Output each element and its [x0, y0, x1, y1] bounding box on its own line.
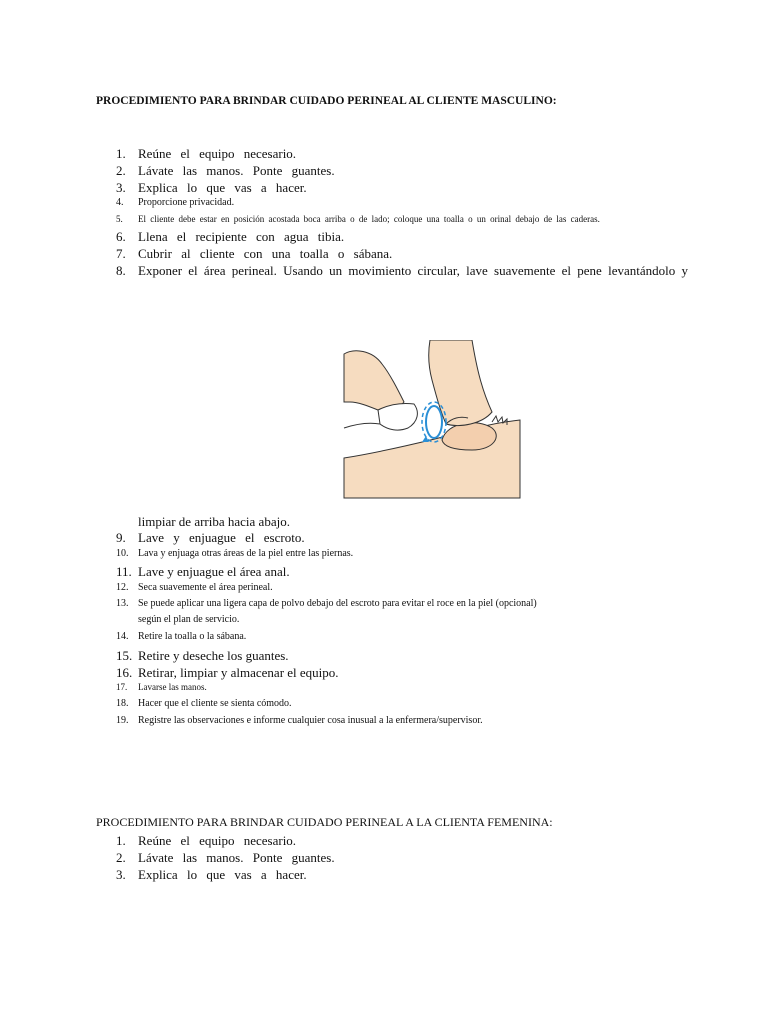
step-item: 1. Reúne el equipo necesario. [116, 146, 297, 161]
section-title-male: PROCEDIMIENTO PARA BRINDAR CUIDADO PERINEAL AL CLIENTE MASCULINO: [96, 95, 557, 107]
step-item: 2. Lávate las manos. Ponte guantes. [116, 163, 335, 178]
perineal-care-illustration [342, 340, 522, 500]
step-item: 3. Explica lo que vas a hacer. [116, 180, 307, 195]
step-item: 14. Retire la toalla o la sábana. [116, 631, 247, 642]
step-item: 4. Proporcione privacidad. [116, 197, 235, 208]
step-continuation: limpiar de arriba hacia abajo. [138, 514, 290, 529]
step-item: 9. Lave y enjuague el escroto. [116, 530, 305, 545]
step-item: 5. El cliente debe estar en posición acostada boca arriba o de lado; coloque una toalla o un orinal debajo de las caderas. [116, 214, 600, 224]
section-title-female: PROCEDIMIENTO PARA BRINDAR CUIDADO PERINEAL A LA CLIENTA FEMENINA: [96, 815, 553, 829]
step-item: 2. Lávate las manos. Ponte guantes. [116, 850, 335, 865]
step-item: 16. Retirar, limpiar y almacenar el equipo. [116, 665, 339, 680]
step-item: 12. Seca suavemente el área perineal. [116, 582, 273, 593]
step-item: 6. Llena el recipiente con agua tibia. [116, 229, 345, 244]
step-item: 13. Se puede aplicar una ligera capa de polvo debajo del escroto para evitar el roce en la piel (opcional) [116, 598, 537, 609]
step-item: 11. Lave y enjuague el área anal. [116, 564, 290, 579]
step-item: 10. Lava y enjuaga otras áreas de la piel entre las piernas. [116, 548, 354, 559]
step-item: 3. Explica lo que vas a hacer. [116, 867, 307, 882]
step-item: 1. Reúne el equipo necesario. [116, 833, 297, 848]
step-item: 18. Hacer que el cliente se sienta cómodo. [116, 698, 292, 709]
step-item: 19. Registre las observaciones e informe cualquier cosa inusual a la enfermera/supervisor. [116, 715, 483, 726]
step-continuation: según el plan de servicio. [138, 614, 240, 625]
step-item: 15. Retire y deseche los guantes. [116, 648, 289, 663]
step-item: 17. Lavarse las manos. [116, 682, 207, 692]
step-item: 7. Cubrir al cliente con una toalla o sábana. [116, 246, 393, 261]
step-item: 8. Exponer el área perineal. Usando un movimiento circular, lave suavemente el pene levantándolo y [116, 263, 688, 278]
